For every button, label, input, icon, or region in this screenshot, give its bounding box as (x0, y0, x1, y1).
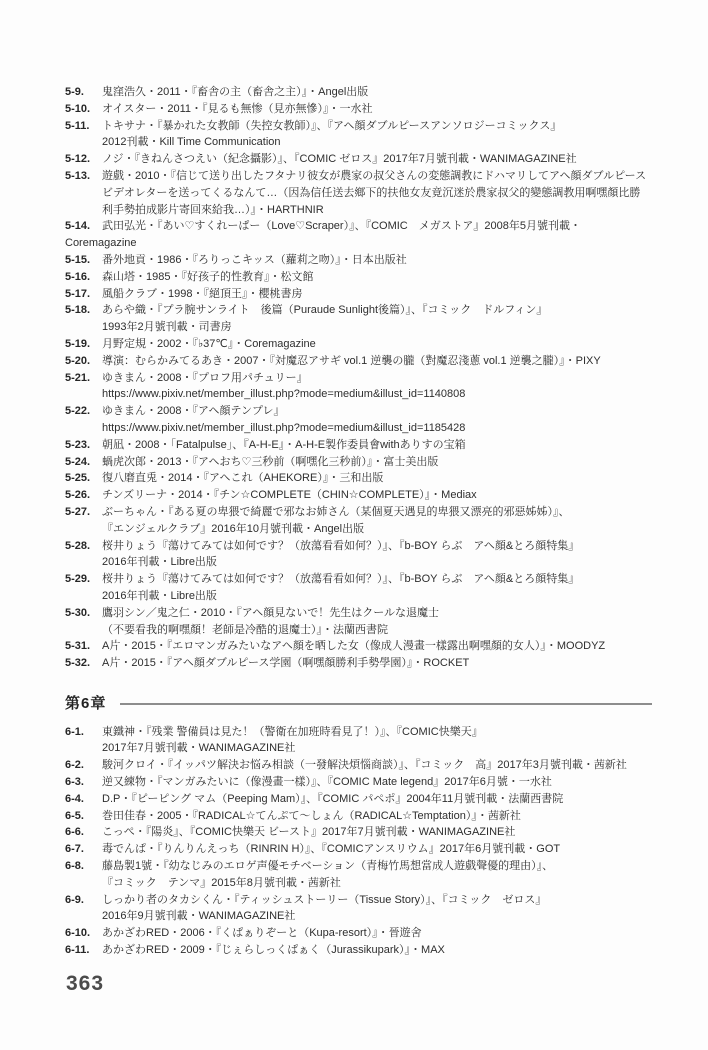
entry-number: 6-7. (65, 843, 84, 856)
reference-entry (65, 454, 652, 471)
entry-text-line: 番外地貢・1986・『ろりっこキッス（蘿莉之吻）』・日本出版社 (102, 253, 407, 266)
entry-body (102, 252, 652, 269)
entry-number: 6-3. (65, 776, 84, 789)
entry-body (102, 84, 652, 101)
entry-body (102, 286, 652, 303)
entry-text-line: ノジ・『きねんさつえい（紀念攝影）』、『COMIC ゼロス』2017年7月號刊載・WANIMAGAZINE社 (102, 153, 577, 166)
entry-text-line: 2016年刊載・Libre出版 (102, 556, 217, 569)
entry-number: 6-11. (65, 944, 90, 957)
entry-text-line: A片・2015・『アヘ顔ダブルピース学園（啊嘿顏勝利手勢學園）』・ROCKET (102, 657, 470, 670)
section-rule (120, 703, 652, 705)
reference-entry (65, 774, 652, 791)
reference-entry (65, 504, 652, 538)
entry-body (102, 808, 652, 825)
entry-number: 5-16. (65, 270, 91, 283)
entry-body (102, 353, 652, 370)
reference-entry (65, 638, 652, 655)
entry-text-line: 2016年9月號刊載・WANIMAGAZINE社 (102, 910, 296, 923)
reference-entry (65, 757, 652, 774)
entry-number: 6-9. (65, 893, 84, 906)
reference-entry (65, 942, 652, 959)
reference-entry (65, 724, 652, 758)
entry-body (102, 757, 652, 774)
entry-text-line: ぶーちゃん・『ある夏の卑猥で綺麗で邪なお姉さん（某個夏天遇見的卑猥又漂亮的邪惡姊姊）』、 (102, 505, 570, 518)
entry-text-line: 2016年刊載・Libre出版 (102, 589, 217, 602)
entry-text-line: 月野定規・2002・『♭37℃』・Coremagazine (102, 337, 316, 350)
page-number: 363 (66, 972, 105, 995)
reference-entry (65, 302, 652, 336)
entry-number: 5-26. (65, 489, 91, 502)
reference-list (65, 84, 652, 959)
entry-number: 5-10. (65, 102, 91, 115)
reference-entry (65, 168, 652, 218)
entry-number: 5-30. (65, 606, 91, 619)
reference-entry (65, 470, 652, 487)
entry-body (102, 774, 652, 791)
entry-number: 5-22. (65, 405, 91, 418)
entry-text-line: 1993年2月號刊載・司書房 (102, 321, 232, 334)
entry-number: 5-32. (65, 657, 91, 670)
reference-entry (65, 269, 652, 286)
entry-text-line: Coremagazine (65, 237, 137, 250)
reference-entry (65, 571, 652, 605)
entry-text-line: 2017年7月號刊載・WANIMAGAZINE社 (102, 742, 296, 755)
entry-number: 5-11. (65, 119, 90, 132)
entry-text-line: 導演：むらかみてるあき・2007・『対魔忍アサギ vol.1 逆襲の朧（對魔忍淺蔥 vol.1 逆襲之朧）』・PIXY (102, 354, 601, 367)
entry-text-line: ビデオレターを送ってくるなんて…（因為信任送去鄉下的扶他女友竟沉迷於農家叔父的變態調教用啊嘿顏比勝 (102, 186, 641, 199)
reference-entry (65, 892, 652, 926)
entry-body (102, 655, 652, 672)
entry-body (102, 538, 652, 572)
entry-body (102, 571, 652, 605)
entry-text-line: 逆又練物・『マンガみたいに（像漫畫一樣）』、『COMIC Mate legend』2017年6月號・一水社 (102, 776, 552, 789)
entry-body (102, 925, 652, 942)
entry-text-line: https://www.pixiv.net/member_illust.php?mode=medium&illust_id=1185428 (102, 421, 466, 434)
section-header (65, 696, 652, 713)
entry-number: 5-24. (65, 455, 91, 468)
entry-number: 5-12. (65, 153, 91, 166)
entry-body (102, 454, 652, 471)
entry-body (102, 824, 652, 841)
entry-text-line: 風船クラブ・1998・『絕頂王』・櫻桃書房 (102, 287, 303, 300)
entry-text-line: 桜井りょう『蕩けてみては如何です？（放蕩看看如何？）』、『b-BOY らぶ アヘ顔&とろ顔特集』 (102, 573, 580, 586)
entry-body (102, 487, 652, 504)
entry-number: 6-1. (65, 725, 84, 738)
reference-entry (65, 841, 652, 858)
entry-text-line: 蝸虎次郎・2013・『アヘおち♡三秒前（啊嘿化三秒前）』・富士美出版 (102, 455, 439, 468)
reference-entry (65, 437, 652, 454)
entry-text-line: （不要看我的啊嘿顏！老師是冷酷的退魔士）』・法蘭西書院 (102, 623, 388, 636)
entry-text-line: 武田弘光・『あい♡すくれーぱー（Love♡Scraper）』、『COMIC メガストア』2008年5月號刊載・ (102, 220, 582, 233)
entry-text-line: 藤島製1號・『幼なじみのエロゲ声優モチベーション（青梅竹馬想當成人遊戲聲優的理由）』、 (102, 860, 554, 873)
entry-text-line: 復八磨直兎・2014・『アヘこれ（AHEKORE）』・三和出版 (102, 472, 384, 485)
entry-body (102, 101, 652, 118)
entry-body (102, 791, 652, 808)
entry-number: 5-28. (65, 539, 91, 552)
entry-text-line: あかざわRED・2006・『くぱぁりぞーと（Kupa-resort）』・晉遊舍 (102, 927, 422, 940)
reference-entry (65, 370, 652, 404)
reference-entry (65, 84, 652, 101)
entry-body (102, 437, 652, 454)
entry-body (102, 892, 652, 926)
reference-entry (65, 824, 652, 841)
entry-body (102, 605, 652, 639)
entry-body (102, 336, 652, 353)
entry-text-line: 『コミック テンマ』2015年8月號刊載・茜新社 (102, 876, 341, 889)
reference-entry (65, 336, 652, 353)
reference-entry (65, 655, 652, 672)
entry-number: 5-14. (65, 220, 91, 233)
entry-number: 5-25. (65, 472, 91, 485)
reference-entry (65, 118, 652, 152)
entry-number: 6-2. (65, 759, 84, 772)
entry-number: 5-31. (65, 640, 91, 653)
reference-entry (65, 151, 652, 168)
reference-entry (65, 101, 652, 118)
entry-number: 6-8. (65, 860, 84, 873)
entry-number: 5-18. (65, 304, 91, 317)
entry-text-line: 毒でんぱ・『りんりんえっち（RINRIN H）』、『COMICアンスリウム』2017年6月號刊載・GOT (102, 843, 561, 856)
section-title: 第6章 (65, 694, 107, 712)
entry-number: 5-13. (65, 169, 91, 182)
entry-text-line: D.P・『ピーピング マム（Peeping Mam）』、『COMIC パペポ』2004年11月號刊載・法蘭西書院 (102, 792, 564, 805)
entry-text-line: ゆきまん・2008・『プロフ用パチュリー』 (102, 371, 308, 384)
entry-text-line: 桜井りょう『蕩けてみては如何です？（放蕩看看如何？）』、『b-BOY らぶ アヘ顔&とろ顔特集』 (102, 539, 580, 552)
entry-text-line: 森山塔・1985・『好孩子的性教育』・松文館 (102, 270, 314, 283)
reference-entry (65, 403, 652, 437)
entry-body (102, 470, 652, 487)
entry-body (102, 942, 652, 959)
entry-body (102, 269, 652, 286)
entry-body (102, 638, 652, 655)
entry-number: 5-20. (65, 354, 91, 367)
entry-body (102, 724, 652, 758)
entry-text-line: 2012刊載・Kill Time Communication (102, 136, 281, 149)
reference-entry (65, 808, 652, 825)
entry-number: 5-17. (65, 287, 91, 300)
entry-text-line: チンズリーナ・2014・『チン☆COMPLETE（CHIN☆COMPLETE）』・Mediax (102, 489, 477, 502)
entry-text-line: 鬼窪浩久・2011・『畜舎の主（畜舎之主）』・Angel出版 (102, 86, 369, 98)
entry-number: 6-4. (65, 792, 84, 805)
entry-text-line: あらや織・『プラ腕サンライト 後篇（Puraude Sunlight後篇）』、『コミック ドルフィン』 (102, 304, 548, 317)
reference-entry (65, 218, 652, 252)
entry-text-line: 巻田佳春・2005・『RADICAL☆てんぷて〜しょん（RADICAL☆Temptation）』・茜新社 (102, 809, 521, 822)
entry-number: 5-29. (65, 573, 91, 586)
entry-text-line: https://www.pixiv.net/member_illust.php?mode=medium&illust_id=1140808 (102, 388, 466, 401)
entry-text-line: トキサナ・『暴かれた女教師（失控女教師）』、『アヘ顔ダブルピースアンソロジーコミックス』 (102, 119, 562, 132)
reference-entry (65, 286, 652, 303)
entry-number: 6-6. (65, 826, 84, 839)
entry-body (102, 302, 652, 336)
reference-entry (65, 538, 652, 572)
entry-text-line: 駿河クロイ・『イッパツ解決お悩み相談（一發解決煩惱商談）』、『コミック 高』2017年3月號刊載・茜新社 (102, 759, 627, 772)
entry-number: 5-27. (65, 505, 91, 518)
entry-number: 5-23. (65, 438, 91, 451)
entry-text-line: A片・2015・『エロマンガみたいなアヘ顔を晒した女（像成人漫畫一樣露出啊嘿顏的女人）』・MOODYZ (102, 640, 606, 653)
entry-number: 6-10. (65, 927, 91, 940)
entry-text-line: 利手勢拍成影片寄回來給我…）』・HARTHNIR (102, 203, 324, 216)
entry-text-line: 遊戲・2010・『信じて送り出したフタナリ彼女が農家の叔父さんの変態調教にドハマリしてアヘ顔ダブルピース (102, 169, 647, 182)
entry-body (102, 504, 652, 538)
reference-entry (65, 791, 652, 808)
entry-body (102, 841, 652, 858)
entry-text-line: 鷹羽シン／鬼之仁・2010・『アヘ顔見ないで！先生はクールな退魔士 (102, 606, 440, 619)
entry-body (102, 370, 652, 404)
entry-body (102, 118, 652, 152)
entry-text-line: 東鐵神・『残業 警備員は見た！（警衛在加班時看見了！）』、『COMIC快樂天』 (102, 725, 483, 738)
reference-entry (65, 353, 652, 370)
entry-number: 5-15. (65, 253, 91, 266)
entry-number: 5-9. (65, 86, 84, 98)
reference-entry (65, 925, 652, 942)
entry-text-line: オイスター・2011・『見るも無惨（見亦無慘）』・一水社 (102, 102, 373, 115)
entry-body (102, 168, 652, 218)
entry-text-line: ゆきまん・2008・『アヘ顔テンプレ』 (102, 405, 285, 418)
entry-body (102, 858, 652, 892)
entry-body (102, 151, 652, 168)
entry-number: 6-5. (65, 809, 84, 822)
entry-text-line: 『エンジェルクラブ』2016年10月號刊載・Angel出版 (102, 522, 365, 535)
entry-text-line: 朝凪・2008・「Fatalpulse」、『A-H-E』・A-H-E製作委員會withありすの宝箱 (102, 438, 466, 451)
entry-number: 5-19. (65, 337, 91, 350)
entry-number: 5-21. (65, 371, 91, 384)
entry-text-line: しっかり者のタカシくん・『ティッシュストーリー（Tissue Story）』、『コミック ゼロス』 (102, 893, 547, 906)
reference-entry (65, 605, 652, 639)
entry-body (102, 403, 652, 437)
entry-text-line: あかざわRED・2009・『じぇらしっくぱぁく（Jurassikupark）』・MAX (102, 944, 445, 957)
reference-entry (65, 858, 652, 892)
reference-entry (65, 487, 652, 504)
entry-text-line: こっぺ・『陽炎』、『COMIC快樂天 ビースト』2017年7月號刊載・WANIMAGAZINE社 (102, 826, 516, 839)
reference-entry (65, 252, 652, 269)
